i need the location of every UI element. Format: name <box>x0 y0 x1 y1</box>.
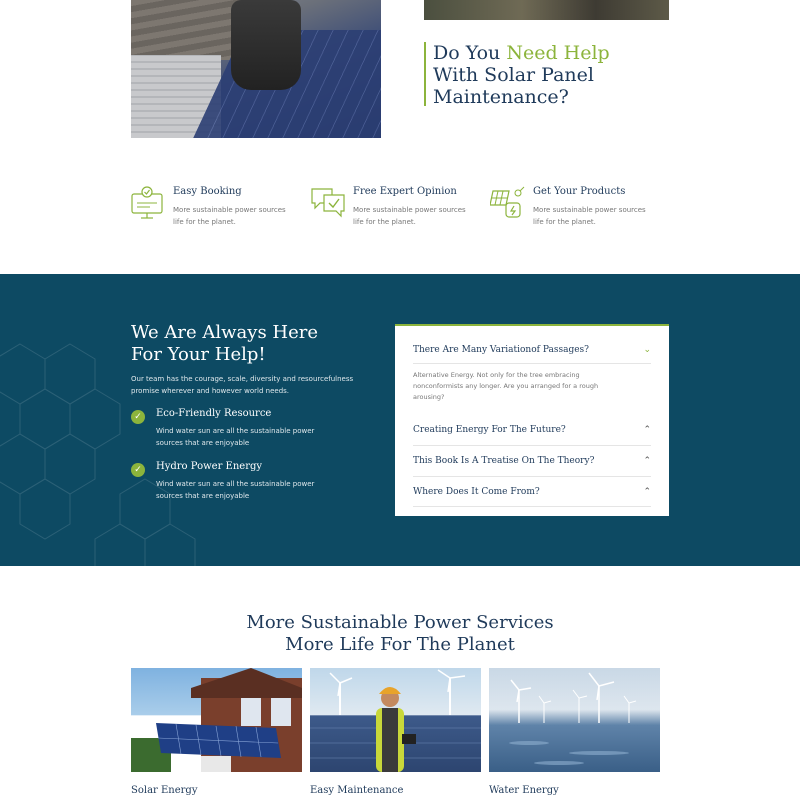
chat-check-icon <box>310 185 346 221</box>
solar-scene <box>131 668 302 772</box>
faq-item-4[interactable] <box>413 477 651 507</box>
help-heading-line2: With Solar Panel <box>433 64 594 86</box>
faq-item-3[interactable] <box>413 446 651 477</box>
faq-answer: Alternative Energy. Not only for the tree embracing nonconformists any longer. Are you arranged for a rough arousing? <box>413 371 599 401</box>
feature-get-products <box>490 185 660 230</box>
support-section <box>0 274 800 566</box>
chevron-up-icon[interactable]: ⌃ <box>643 487 651 497</box>
features-row <box>130 185 670 230</box>
benefit-hydro-power <box>131 461 371 511</box>
services-title-line2: More Life For The Planet <box>285 634 515 655</box>
feature-expert-opinion <box>310 185 480 230</box>
support-title-line2: For Your Help! <box>131 344 266 365</box>
chevron-up-icon[interactable]: ⌃ <box>643 456 651 466</box>
feature-title: Free Expert Opinion <box>353 186 457 197</box>
feature-title: Easy Booking <box>173 186 242 197</box>
help-heading-accent: Need Help <box>506 42 610 64</box>
benefit-title: Eco-Friendly Resource <box>156 408 272 419</box>
check-circle-icon: ✓ <box>131 463 145 477</box>
service-label[interactable]: Water Energy <box>489 785 559 796</box>
faq-question[interactable]: There Are Many Variationof Passages? <box>413 345 589 355</box>
benefit-title: Hydro Power Energy <box>156 461 263 472</box>
service-label[interactable]: Solar Energy <box>131 785 198 796</box>
feature-desc: More sustainable power sources life for the planet. <box>173 206 286 226</box>
service-image-water[interactable] <box>489 668 660 772</box>
booking-monitor-icon <box>130 185 166 221</box>
service-image-maintenance[interactable] <box>310 668 481 772</box>
help-heading-prefix: Do You <box>433 42 507 64</box>
benefit-eco-friendly <box>131 408 371 458</box>
benefit-desc: Wind water sun are all the sustainable power sources that are enjoyable <box>156 480 315 500</box>
feature-desc: More sustainable power sources life for the planet. <box>353 206 466 226</box>
faq-accordion <box>395 324 669 516</box>
services-title-line1: More Sustainable Power Services <box>246 612 554 633</box>
maintenance-photo <box>424 0 669 20</box>
worker-figure <box>231 0 301 90</box>
benefit-desc: Wind water sun are all the sustainable power sources that are enjoyable <box>156 427 315 447</box>
chevron-up-icon[interactable]: ⌃ <box>643 425 651 435</box>
faq-question[interactable]: This Book Is A Treatise On The Theory? <box>413 456 595 466</box>
feature-easy-booking <box>130 185 300 230</box>
faq-item-2[interactable] <box>413 416 651 446</box>
check-circle-icon: ✓ <box>131 410 145 424</box>
offshore-wind-scene <box>489 668 660 772</box>
faq-question[interactable]: Where Does It Come From? <box>413 487 540 497</box>
feature-desc: More sustainable power sources life for the planet. <box>533 206 646 226</box>
faq-question[interactable]: Creating Energy For The Future? <box>413 425 566 435</box>
service-card-water[interactable] <box>489 668 660 800</box>
help-heading <box>424 42 684 106</box>
service-label[interactable]: Easy Maintenance <box>310 785 404 796</box>
service-card-solar[interactable] <box>131 668 302 800</box>
help-heading-line1 <box>433 42 684 64</box>
solar-panel-icon <box>490 185 526 221</box>
chevron-down-icon[interactable]: ⌄ <box>643 345 651 355</box>
maintenance-scene <box>310 668 481 772</box>
faq-divider <box>413 363 651 364</box>
solar-installer-photo <box>131 0 381 138</box>
service-image-solar[interactable] <box>131 668 302 772</box>
feature-title: Get Your Products <box>533 186 626 197</box>
support-title <box>131 322 371 366</box>
help-heading-line3: Maintenance? <box>433 86 569 108</box>
support-intro: Our team has the courage, scale, diversity and resourcefulness promise wherever and however world needs. <box>131 375 354 395</box>
faq-item-1[interactable] <box>413 326 651 416</box>
service-card-maintenance[interactable] <box>310 668 481 800</box>
support-title-line1: We Are Always Here <box>131 322 319 343</box>
services-title <box>200 612 600 656</box>
